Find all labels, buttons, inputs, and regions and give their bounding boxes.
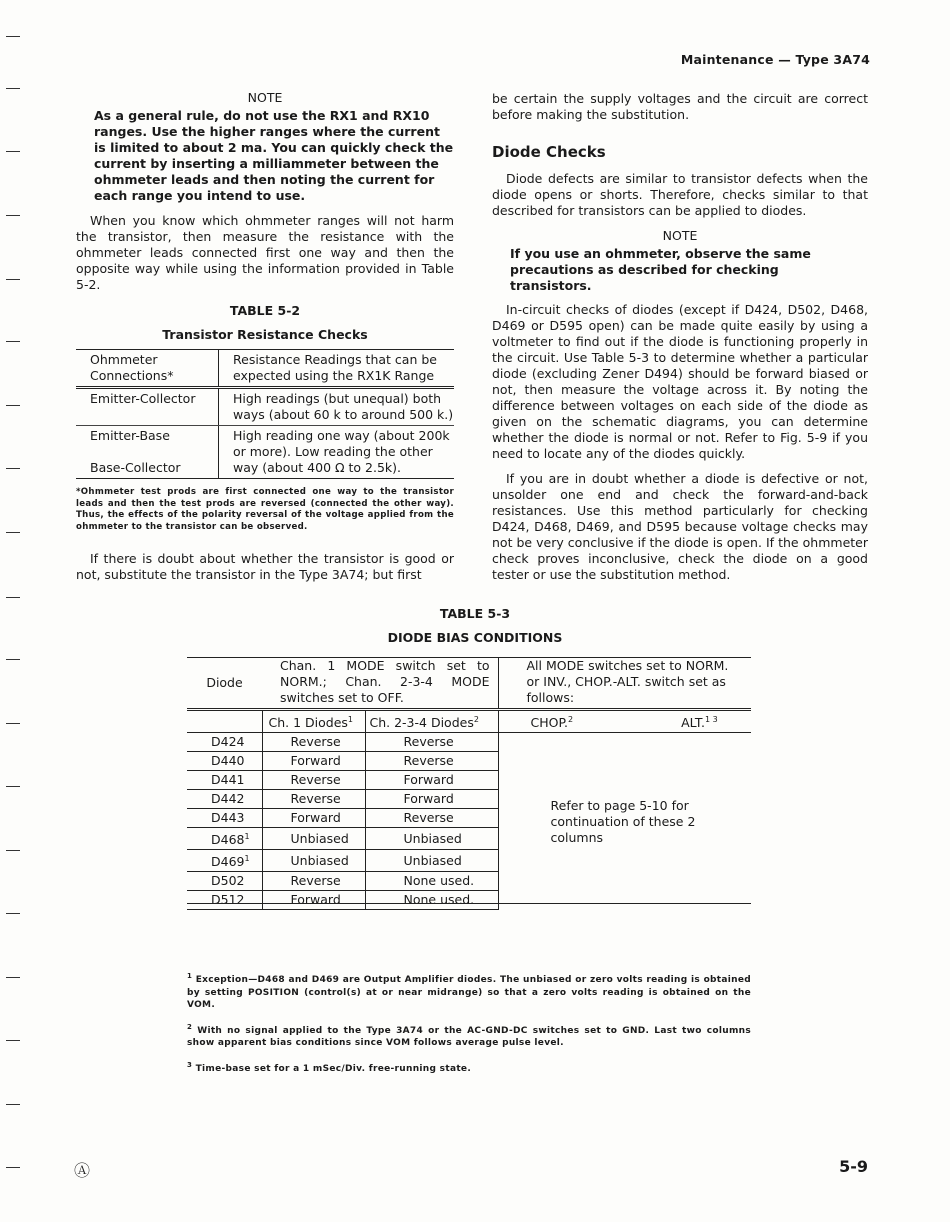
paragraph-doubt: If there is doubt about whether the transistor is good or not, substitute the transistor in the Type 3A74; but first bbox=[76, 551, 454, 583]
table-cell-ch234: Forward bbox=[365, 771, 498, 790]
footnote-mark: 1 bbox=[187, 972, 193, 980]
table-cell-ch234: Unbiased bbox=[365, 828, 498, 850]
table-cell-ch1: Forward bbox=[262, 809, 365, 828]
table-cell-diode bbox=[187, 790, 262, 809]
diode-id: D441 bbox=[211, 772, 245, 788]
paragraph-continued: be certain the supply voltages and the circuit are correct before making the substitution. bbox=[492, 91, 868, 122]
table-cell-diode bbox=[187, 891, 262, 910]
table-cell-diode bbox=[187, 733, 262, 752]
paragraph-doubt-diode: If you are in doubt whether a diode is defective or not, unsolder one end and check the forward-and-back resistances. Use this method particularly for checking D424, D468, D469, and D595 because voltage checks may not be very conclusive if the diode is open. If the ohmmeter check proves inconclusive, check the diode on a good tester or use the substitution method. bbox=[492, 471, 868, 582]
table-header-readings: Resistance Readings that can be expected using the RX1K Range bbox=[219, 350, 455, 388]
table-cell-ch1: Reverse bbox=[262, 790, 365, 809]
section-heading-diode-checks: Diode Checks bbox=[492, 143, 606, 161]
group1-header-text: Chan. 1 MODE switch set to NORM.; Chan. 2-3-4 MODE switches set to OFF. bbox=[280, 658, 490, 705]
table-subheader-blank bbox=[187, 710, 262, 733]
table-cell-connection: Base-Collector bbox=[76, 460, 219, 479]
table-header-group2 bbox=[498, 658, 751, 710]
note-title: NOTE bbox=[662, 228, 698, 243]
table-cell-connection: Emitter-Collector bbox=[76, 388, 219, 426]
note-body: As a general rule, do not use the RX1 and RX10 ranges. Use the higher ranges where the current is limited to about 2 ma. You can quickly check the current by inserting a milliammeter between the ohmmeter leads and then noting the current for each range you intend to use. bbox=[94, 108, 454, 203]
table-cell-diode bbox=[187, 850, 262, 872]
footnote-text: Exception—D468 and D469 are Output Amplifier diodes. The unbiased or zero volts reading is obtained by setting POSITION (control(s) at or near midrange) so that a zero volts reading is obtained on the VOM. bbox=[187, 975, 752, 1010]
diode-id: D424 bbox=[211, 734, 245, 750]
table-subheader-ch1 bbox=[262, 710, 365, 733]
refer-note-text: Refer to page 5-10 for continuation of these 2 columns bbox=[550, 797, 696, 845]
running-header: Maintenance — Type 3A74 bbox=[680, 52, 870, 67]
table-cell-ch234: Reverse bbox=[365, 752, 498, 771]
table-cell-diode bbox=[187, 771, 262, 790]
table-cell-connection: Emitter-Base bbox=[76, 426, 219, 461]
diode-id: D502 bbox=[211, 873, 245, 889]
table-cell-reading: High readings (but unequal) both ways (about 60 k to around 500 k.) bbox=[219, 388, 455, 426]
diode-sup: 1 bbox=[244, 854, 250, 864]
left-column bbox=[76, 90, 454, 583]
table-cell-ch234: None used. bbox=[365, 891, 498, 910]
paragraph-diode-defects: Diode defects are similar to transistor defects when the diode opens or shorts. Therefore, checks similar to that described for transistors can be applied to diodes. bbox=[492, 171, 868, 218]
table-5-2 bbox=[76, 349, 454, 479]
table-cell-ch1: Reverse bbox=[262, 872, 365, 891]
table-cell-ch1: Forward bbox=[262, 891, 365, 910]
table-cell-diode bbox=[187, 872, 262, 891]
right-column bbox=[492, 91, 868, 583]
diode-id: D469 bbox=[211, 854, 245, 870]
footnote-text: With no signal applied to the Type 3A74 or the AC-GND-DC switches set to GND. Last two columns show apparent bias conditions since VOM follows average pulse level. bbox=[187, 1025, 751, 1048]
table-cell-ch234: Reverse bbox=[365, 809, 498, 828]
footnote bbox=[187, 1059, 751, 1076]
table-5-3-title: DIODE BIAS CONDITIONS bbox=[387, 630, 563, 645]
table-cell-ch234: Unbiased bbox=[365, 850, 498, 872]
chop-label: CHOP. bbox=[530, 715, 569, 731]
diode-id: D440 bbox=[211, 753, 245, 769]
paragraph-ohmmeter: When you know which ohmmeter ranges will not harm the transistor, then measure the resistance with the ohmmeter leads connected first one way and then the opposite way while using the information provided in Table 5-2. bbox=[76, 213, 454, 292]
diode-sup: 1 bbox=[244, 832, 250, 842]
diode-id: D468 bbox=[211, 832, 245, 848]
table-cell-diode bbox=[187, 752, 262, 771]
table-cell-ch234: Forward bbox=[365, 790, 498, 809]
footnote bbox=[187, 1021, 751, 1050]
ch234-sup: 2 bbox=[473, 715, 479, 724]
table-5-2-label: TABLE 5-2 bbox=[229, 303, 301, 318]
table-5-3-body bbox=[187, 733, 751, 910]
table-5-3-bottom-rule bbox=[187, 903, 751, 904]
page-number: 5-9 bbox=[839, 1157, 868, 1176]
table-5-2-title: Transistor Resistance Checks bbox=[162, 327, 368, 342]
note-title: NOTE bbox=[247, 90, 283, 105]
paragraph-in-circuit-checks: In-circuit checks of diodes (except if D424, D502, D468, D469 or D595 open) can be made quite easily by using a voltmeter to find out if the diode is functioning properly in the circuit. Use Table 5-3 to determine whether a particular diode (excluding Zener D494) should be forward biased or not, then measure the voltage across it. By noting the difference between voltages on each side of the diode as given on the schematic diagrams, you can determine whether the diode is normal or not. Refer to Fig. 5-9 if you need to locate any of the diodes quickly. bbox=[492, 302, 868, 461]
footnote-text: Time-base set for a 1 mSec/Div. free-running state. bbox=[195, 1063, 472, 1074]
table-cell-ch1: Unbiased bbox=[262, 828, 365, 850]
table-cell-reading: way (about 400 Ω to 2.5k). bbox=[219, 460, 455, 479]
footnote-mark: 2 bbox=[187, 1022, 193, 1031]
table-cell-ch1: Reverse bbox=[262, 771, 365, 790]
ch1-sup: 1 bbox=[347, 715, 354, 724]
table-header-group1 bbox=[262, 658, 498, 710]
table-row bbox=[187, 733, 751, 752]
table-header-connections: Ohmmeter Connections* bbox=[76, 350, 219, 388]
chop-sup: 2 bbox=[568, 715, 574, 724]
diode-id: D512 bbox=[211, 892, 245, 908]
diode-id: D443 bbox=[211, 810, 245, 826]
group2-header-text: All MODE switches set to NORM. or INV., CHOP.-ALT. switch set as follows: bbox=[526, 658, 729, 705]
table-5-3 bbox=[187, 657, 751, 910]
publisher-logo: Ⓐ bbox=[74, 1161, 91, 1180]
table-5-3-label: TABLE 5-3 bbox=[439, 606, 511, 621]
table-5-2-footnote: *Ohmmeter test prods are first connected one way to the transistor leads and then the test prods are reversed (connected the other way). Thus, the effects of the polarity reversal of the voltage applied from the ohmmeter to the transistor can be observed. bbox=[76, 487, 454, 532]
footnote bbox=[187, 970, 751, 1012]
table-cell-diode bbox=[187, 809, 262, 828]
table-cell-diode bbox=[187, 828, 262, 850]
table-cell-reading: High reading one way (about 200k or more). Low reading the other bbox=[233, 428, 450, 459]
ch1-label: Ch. 1 Diodes bbox=[268, 715, 348, 731]
footnotes bbox=[187, 970, 751, 1084]
diode-id: D442 bbox=[211, 791, 245, 807]
table-cell-ch1: Forward bbox=[262, 752, 365, 771]
alt-sup: 1 3 bbox=[705, 715, 718, 724]
footnote-mark: 3 bbox=[187, 1060, 193, 1069]
table-cell-refer-note bbox=[498, 733, 751, 910]
table-header-diode: Diode bbox=[187, 658, 262, 710]
table-cell-ch1: Unbiased bbox=[262, 850, 365, 872]
table-cell-ch234: None used. bbox=[365, 872, 498, 891]
alt-label: ALT. bbox=[681, 715, 706, 731]
table-cell-ch234: Reverse bbox=[365, 733, 498, 752]
table-cell-ch1: Reverse bbox=[262, 733, 365, 752]
table-subheader-chop-alt bbox=[498, 710, 751, 733]
table-subheader-ch234 bbox=[365, 710, 498, 733]
note-body: If you use an ohmmeter, observe the same precautions as described for checking transistors. bbox=[510, 246, 811, 293]
ch234-label: Ch. 2-3-4 Diodes bbox=[369, 715, 474, 731]
